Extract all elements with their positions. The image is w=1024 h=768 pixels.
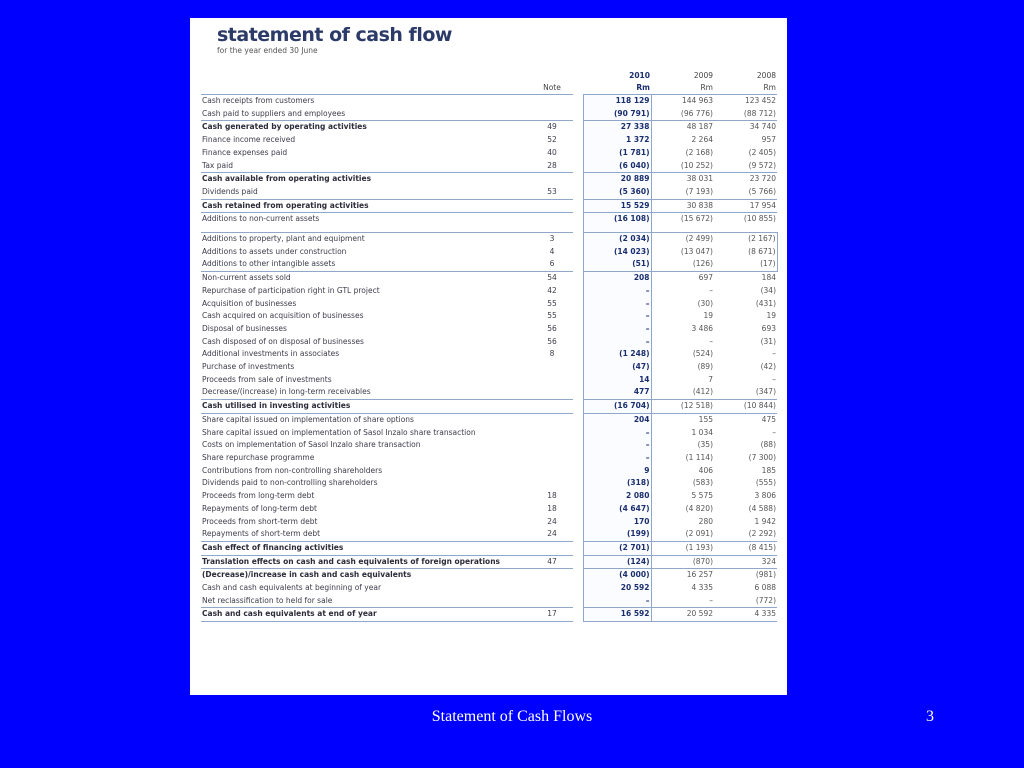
value-2010: – [583,285,651,298]
value-2009: 144 963 [681,96,713,105]
row-note: 55 [547,311,557,321]
value-2008: 693 [761,323,776,333]
value-2009: – [709,595,713,605]
row-gap [573,323,583,336]
row-gap [573,186,583,199]
value-2010: (14 023) [583,246,651,259]
table-row [201,348,777,361]
table-row [201,147,777,160]
row-label: Cash utilised in investing activities [201,400,531,414]
value-2008: 6 088 [754,583,776,593]
row-note [531,361,573,374]
value-2010: (124) [583,555,651,569]
table-row [201,186,777,199]
row-note: 28 [547,160,557,170]
value-2008: (555) [755,478,776,488]
row-note [531,386,573,399]
row-label: Additional investments in associates [202,349,340,359]
row-note: 18 [547,491,557,501]
value-2008: (772) [755,595,776,605]
row-label: Additions to non-current assets [201,213,531,226]
row-label: Repurchase of participation right in GTL project [202,285,380,295]
row-note [531,400,573,414]
value-2010: (5 360) [583,186,651,199]
value-2010: (16 108) [583,213,651,226]
value-2009: 155 [651,413,714,426]
value-2008: 475 [714,413,777,426]
row-note: 56 [547,323,557,333]
value-2009: (583) [692,478,713,488]
row-label: Proceeds from sale of investments [202,374,332,384]
row-gap [573,374,583,387]
row-label: Proceeds from long-term debt [202,491,315,501]
value-2009: (12 518) [651,400,714,414]
value-2009: – [709,285,713,295]
table-row [201,528,777,541]
value-2008: – [772,427,776,437]
row-note: 53 [547,186,557,196]
value-2009: 2 264 [691,135,713,145]
row-label: Cash available from operating activities [201,173,531,186]
value-2008: 34 740 [714,121,777,134]
row-gap [573,160,583,173]
row-label: Repayments of long-term debt [202,503,317,513]
value-2009: (2 168) [685,147,713,157]
value-2009: 7 [708,374,713,384]
row-note [531,427,573,440]
value-2010: 15 529 [583,199,651,213]
table-row [201,541,777,555]
row-gap [573,199,583,213]
row-label: Cash acquired on acquisition of businesses [202,311,364,321]
row-gap [573,134,583,147]
row-label: Acquisition of businesses [202,298,297,308]
value-2009: 3 486 [691,323,713,333]
row-note [531,439,573,452]
value-2008: (2 292) [748,529,776,539]
value-2010: (4 000) [583,569,651,582]
table-row [201,439,777,452]
row-label: Finance expenses paid [202,147,288,157]
row-gap [573,528,583,541]
row-note: 18 [547,503,557,513]
document-subtitle: for the year ended 30 June [217,46,318,55]
value-2010: 204 [583,413,651,426]
row-label: Finance income received [202,135,296,145]
value-2008: (34) [760,285,776,295]
row-label: Purchase of investments [202,362,295,372]
row-note [531,95,573,108]
value-2008: (88 712) [743,108,776,118]
value-2010: 16 592 [583,608,651,622]
value-2009: (7 193) [685,186,713,196]
value-2008: (8 415) [714,541,777,555]
table-row [201,323,777,336]
value-2008: – [772,374,776,384]
row-gap [573,569,583,582]
value-2010: (1 248) [583,348,651,361]
row-gap [573,516,583,529]
value-2008: (9 572) [748,160,776,170]
value-2008: (17) [714,258,777,271]
table-row [201,258,777,271]
value-2010: 477 [583,386,651,399]
value-2010: – [583,595,651,608]
row-label: Dividends paid [202,186,258,196]
value-2009: (524) [692,349,713,359]
value-2009: (10 252) [680,160,713,170]
row-label: Cash effect of financing activities [201,541,531,555]
row-label: Costs on implementation of Sasol Inzalo share transaction [202,440,421,450]
value-2009: (1 114) [685,452,713,462]
row-gap [573,147,583,160]
table-row [201,374,777,387]
row-note: 52 [547,135,557,145]
value-2009: 280 [698,516,713,526]
row-gap [573,490,583,503]
value-2009: 20 592 [651,608,714,622]
value-2009: (2 499) [651,233,714,246]
value-2010: 170 [583,516,651,529]
header-row-units [201,82,777,95]
row-note [531,108,573,121]
row-gap [573,386,583,399]
header-unit-2009: Rm [651,82,714,95]
table-row [201,134,777,147]
table-row [201,246,777,259]
value-2009: 4 335 [691,583,713,593]
table-row [201,503,777,516]
value-2010: – [583,298,651,311]
row-gap [573,285,583,298]
value-2008: (431) [755,298,776,308]
value-2009: (35) [697,440,713,450]
row-gap [573,121,583,134]
table-row [201,233,777,246]
table-row [201,490,777,503]
value-2009: 16 257 [651,569,714,582]
row-gap [573,348,583,361]
table-row [201,465,777,478]
value-2008: (31) [760,336,776,346]
value-2008: 19 [766,311,776,321]
row-gap [573,608,583,622]
row-gap [573,298,583,311]
row-note [531,541,573,555]
value-2008: (7 300) [748,452,776,462]
row-note: 24 [547,516,557,526]
row-gap [573,246,583,259]
row-note [531,173,573,186]
value-2009: 38 031 [651,173,714,186]
value-2009: 5 575 [691,491,713,501]
value-2010: (51) [583,258,651,271]
value-2010: – [583,336,651,349]
table-row [201,569,777,582]
value-2008: 1 942 [754,516,776,526]
row-gap [573,452,583,465]
value-2008: 17 954 [714,199,777,213]
row-note [531,477,573,490]
table-row [201,199,777,213]
value-2010: – [583,452,651,465]
value-2008: (347) [755,387,776,397]
value-2009: – [709,336,713,346]
row-label: Additions to property, plant and equipment [201,233,531,246]
slide-caption: Statement of Cash Flows [431,708,593,725]
row-gap [573,173,583,186]
table-row [201,452,777,465]
row-label: Contributions from non-controlling shareholders [202,465,383,475]
value-2010: (2 701) [583,541,651,555]
row-note: 47 [531,555,573,569]
row-gap [573,439,583,452]
value-2009: (1 193) [651,541,714,555]
row-gap [573,272,583,285]
value-2010: (16 704) [583,400,651,414]
row-note [531,465,573,478]
table-row [201,108,777,121]
cash-flow-table [201,70,778,622]
value-2009: 30 838 [651,199,714,213]
row-note [531,413,573,426]
row-label: Cash generated by operating activities [201,121,531,134]
value-2010: 20 592 [583,582,651,595]
value-2008: (8 671) [714,246,777,259]
row-note [531,569,573,582]
value-2008: (981) [714,569,777,582]
table-row [201,516,777,529]
value-2010: 208 [583,272,651,285]
row-gap [573,108,583,121]
row-label: Dividends paid to non-controlling shareholders [202,478,378,488]
value-2008: 3 806 [754,491,776,501]
row-gap [573,427,583,440]
value-2009: (2 091) [685,529,713,539]
value-2008: (88) [760,440,776,450]
value-2008: (2 405) [748,147,776,157]
row-label: Net reclassification to held for sale [202,595,333,605]
row-note [531,452,573,465]
value-2009: (870) [651,555,714,569]
table-row [201,555,777,569]
table-row [201,595,777,608]
table-row [201,336,777,349]
value-2009: 1 034 [691,427,713,437]
table-row [201,608,777,622]
row-gap [573,213,583,226]
row-label: Cash disposed of on disposal of businesses [202,336,364,346]
row-gap [573,465,583,478]
value-2010: (6 040) [583,160,651,173]
table-row [201,160,777,173]
value-2010: (90 791) [583,108,651,121]
value-2009: (412) [692,387,713,397]
header-year-2009: 2009 [693,71,713,80]
row-label: Cash and cash equivalents at beginning of year [202,583,382,593]
value-2010: 2 080 [583,490,651,503]
row-note: 55 [547,298,557,308]
row-label: Disposal of businesses [202,323,287,333]
header-unit-2008: Rm [714,82,777,95]
value-2010: (47) [583,361,651,374]
row-label: Additions to assets under construction [202,246,347,256]
value-2009: (30) [697,298,713,308]
table-row [201,272,777,285]
table-row [201,213,777,226]
value-2009: (126) [651,258,714,271]
table-row [201,121,777,134]
value-2008: 23 720 [714,173,777,186]
row-note [531,582,573,595]
row-label: Cash paid to suppliers and employees [202,108,346,118]
table-row [201,310,777,323]
value-2008: (10 855) [714,213,777,226]
row-gap [573,258,583,271]
slide-page-number: 3 [926,708,934,725]
row-label: Share capital issued on implementation of Sasol Inzalo share transaction [202,427,476,437]
value-2008: (4 588) [748,503,776,513]
value-2008: – [772,349,776,359]
row-gap [573,310,583,323]
row-label: Decrease/(increase) in long-term receivables [202,387,371,397]
value-2010: – [583,439,651,452]
table-row [201,361,777,374]
value-2008: 957 [761,135,776,145]
row-gap [573,400,583,414]
value-2008: (10 844) [714,400,777,414]
value-2010: (2 034) [583,233,651,246]
value-2008: (5 766) [748,186,776,196]
value-2008: 4 335 [714,608,777,622]
value-2010: 14 [583,374,651,387]
header-year-2008: 2008 [756,71,776,80]
row-note: 17 [531,608,573,622]
row-label: Tax paid [202,160,233,170]
row-note: 6 [549,259,555,269]
row-label: Cash and cash equivalents at end of year [201,608,531,622]
row-label: Share repurchase programme [202,452,315,462]
row-note [531,199,573,213]
row-label: Repayments of short-term debt [202,529,321,539]
row-label: Translation effects on cash and cash equivalents of foreign operations [201,555,531,569]
row-note [531,374,573,387]
value-2010: 20 889 [583,173,651,186]
value-2009: (15 672) [651,213,714,226]
value-2008: (42) [760,362,776,372]
header-row-years [201,70,777,82]
row-label: (Decrease)/increase in cash and cash equivalents [201,569,531,582]
row-note: 24 [547,529,557,539]
row-gap [573,361,583,374]
table-row [201,582,777,595]
row-gap [573,477,583,490]
value-2008: (2 167) [714,233,777,246]
document-title: statement of cash flow [217,24,452,46]
row-gap [573,233,583,246]
value-2009: (4 820) [685,503,713,513]
row-label: Share capital issued on implementation of share options [201,413,531,426]
value-2008: 184 [714,272,777,285]
row-gap [573,595,583,608]
value-2008: 324 [714,555,777,569]
row-note: 40 [547,147,557,157]
table-row [201,413,777,426]
row-gap [573,503,583,516]
value-2010: 27 338 [583,121,651,134]
value-2009: 48 187 [651,121,714,134]
row-note [531,595,573,608]
header-year-2010: 2010 [629,71,650,80]
row-gap [573,413,583,426]
header-unit-2010: Rm [583,82,651,95]
row-gap [573,582,583,595]
row-label: Cash retained from operating activities [201,199,531,213]
value-2010: – [583,427,651,440]
value-2009: (96 776) [680,108,713,118]
row-note [531,213,573,226]
table-row [201,298,777,311]
row-gap [573,336,583,349]
row-label: Cash receipts from customers [202,96,315,105]
value-2009: (13 047) [680,246,713,256]
value-2010: – [583,323,651,336]
value-2009: (89) [697,362,713,372]
row-note: 49 [531,121,573,134]
value-2009: 697 [651,272,714,285]
value-2009: 19 [703,311,713,321]
row-note: 42 [547,285,557,295]
value-2010: (1 781) [583,147,651,160]
value-2010: 9 [583,465,651,478]
table-row [201,427,777,440]
row-note: 56 [547,336,557,346]
value-2008: 123 452 [744,96,776,105]
row-gap [573,541,583,555]
value-2010: (318) [583,477,651,490]
row-label: Additions to other intangible assets [202,259,336,269]
value-2008: 185 [761,465,776,475]
row-note: 8 [549,349,555,359]
table-row [201,95,777,108]
value-2009: 406 [698,465,713,475]
table-row [201,400,777,414]
row-label: Non-current assets sold [201,272,531,285]
row-gap [573,95,583,108]
header-note: Note [531,82,573,95]
table-row [201,386,777,399]
value-2010: – [583,310,651,323]
row-gap [573,555,583,569]
table-row [201,173,777,186]
cash-flow-document [190,18,787,695]
table-row [201,285,777,298]
row-note: 54 [531,272,573,285]
value-2010: (4 647) [583,503,651,516]
row-label: Proceeds from short-term debt [202,516,318,526]
value-2010: 118 129 [583,95,651,108]
value-2010: (199) [583,528,651,541]
row-note: 3 [531,233,573,246]
value-2010: 1 372 [583,134,651,147]
table-row [201,477,777,490]
row-note: 4 [549,246,555,256]
